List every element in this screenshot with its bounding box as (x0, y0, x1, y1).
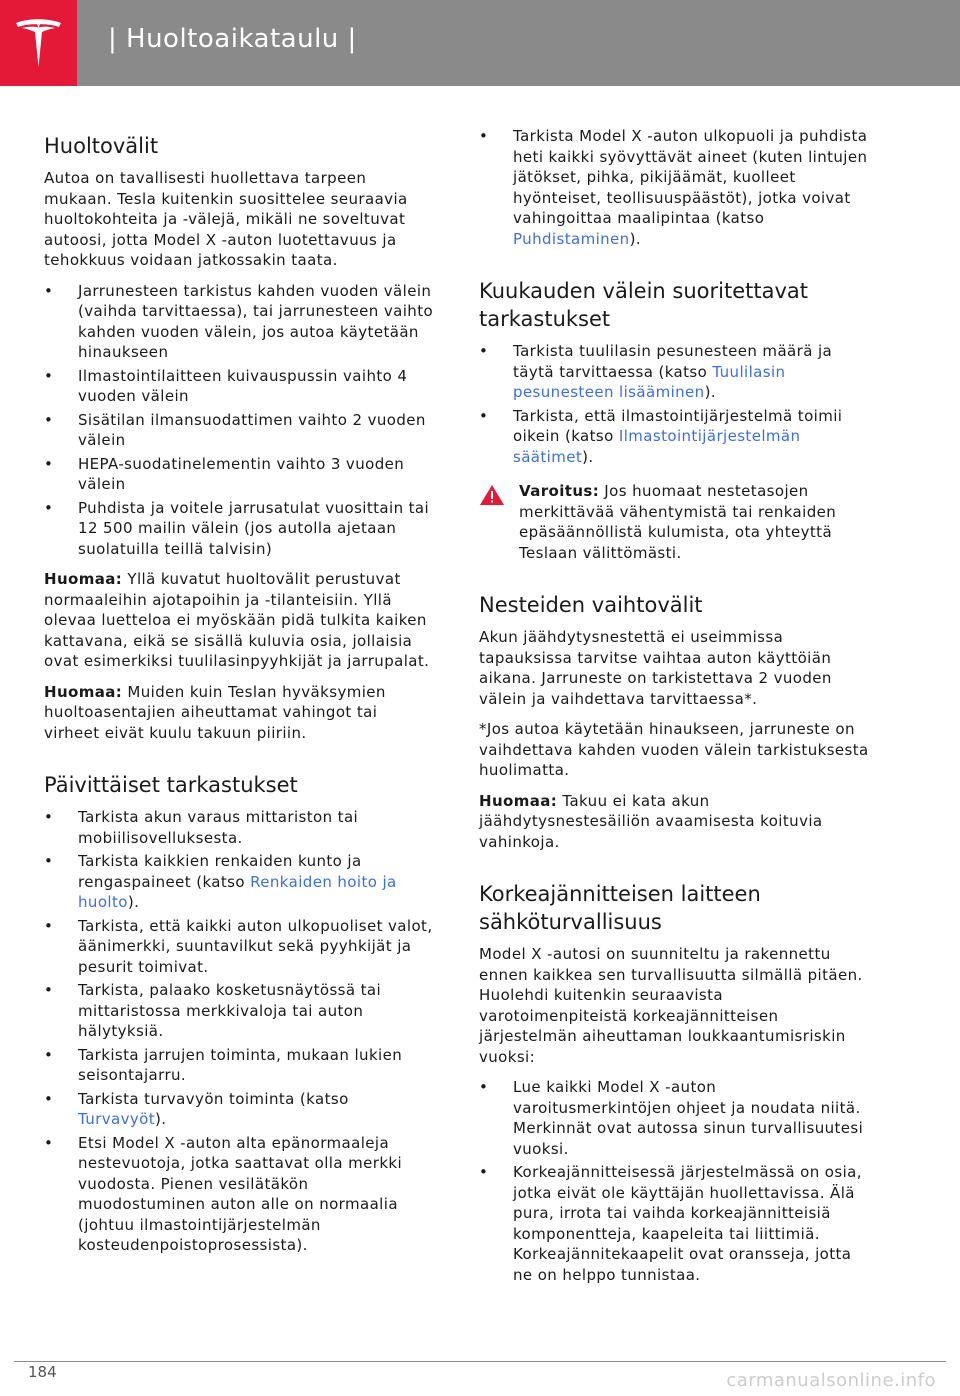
list-item: • Lue kaikki Model X -auton varoitusmerkintöjen ohjeet ja noudata niitä. Merkinnät ovat autossa sinun turvallisuutesi vuoksi. (479, 1078, 864, 1158)
bullet: • (44, 1045, 54, 1064)
list-item: • Tarkista, palaako kosketusnäytössä tai mittaristossa merkkivaloja tai auton hälytyksiä. (44, 981, 382, 1040)
warning-box (479, 481, 871, 563)
bullet: • (44, 498, 54, 517)
paragraph: Akun jäähdytysnestettä ei useimmissa tapauksissa tarvitse vaihtaa auton käyttöiän aikana. Jarruneste on tarkistettava 2 vuoden välein ja vaihdettava tarvittaessa*. (479, 628, 832, 708)
bullet: • (479, 127, 489, 145)
link-cleaning[interactable]: Puhdistaminen (513, 229, 630, 248)
section-title-high-voltage-safety: Korkeajännitteisen laitteen sähköturvallisuus (479, 882, 761, 934)
note-paragraph: Huomaa: Muiden kuin Teslan hyväksymien huoltoasentajien aiheuttamat vahingot tai virheet eivät kuulu takuun piiriin. (44, 682, 386, 742)
section-title-fluid-intervals: Nesteiden vaihtovälit (479, 593, 703, 617)
paragraph: Model X -autosi on suunniteltu ja rakennettu ennen kaikkea sen turvallisuutta silmällä pitäen. Huolehdi kuitenkin seuraavista varotoimenpiteistä korkeajännitteisen järjestelmän aiheuttaman loukkaantumisriskin vuoksi: (479, 945, 863, 1066)
warning-triangle-icon (479, 484, 505, 506)
warning-text: Varoitus: Jos huomaat nestetasojen merkittävää vähentymistä tai renkaiden epäsäännöllistä kulumista, ota yhteyttä Teslaan välittömästi. (519, 482, 837, 562)
link-seat-belts[interactable]: Turvavyöt (78, 1110, 156, 1128)
bullet: • (44, 410, 54, 429)
note-label: Huomaa: (479, 791, 558, 810)
left-column (44, 126, 436, 1266)
bullet: • (479, 1163, 489, 1181)
list-item: • Tarkista, että ilmastointijärjestelmä toimii oikein (katso Ilmastointijärjestelmän säätimet). (479, 406, 843, 466)
note-label: Huomaa: (44, 682, 123, 701)
bullet: • (44, 1133, 54, 1152)
high-voltage-list (479, 1077, 871, 1285)
tesla-logo-icon (12, 15, 65, 71)
list-item: • Tarkista, että kaikki auton ulkopuoliset valot, äänimerkki, suuntavilkut sekä pyyhkijät ja pesurit toimivat. (44, 916, 433, 976)
bullet: • (44, 916, 54, 935)
warning-label: Varoitus: (519, 482, 600, 500)
list-item: • HEPA-suodatinelementin vaihto 3 vuoden välein (44, 454, 405, 493)
note-paragraph: Huomaa: Yllä kuvatut huoltovälit perustuvat normaaleihin ajotapoihin ja -tilanteisiin. Yllä olevaa luetteloa ei myöskään pidä tulkita kaiken kattavana, eikä se sisällä kuluvia osia, jollaisia ovat esimerkiksi tuulilasinpyyhkijät ja jarrupalat. (44, 570, 430, 670)
link-washer-fluid[interactable]: Tuulilasin pesunesteen lisääminen (513, 362, 786, 401)
right-column (479, 126, 871, 1295)
list-item: • Tarkista akun varaus mittariston tai mobiilisovelluksesta. (44, 808, 359, 847)
section-title-monthly-checks: Kuukauden välein suoritettavat tarkastukset (479, 279, 809, 331)
list-item: • Korkeajännitteisessä järjestelmässä on osia, jotka eivät ole käyttäjän huollettavissa. Älä pura, irrota tai vaihda korkeajännitteisiä komponentteja, kaapeleita tai liittimiä. Korkeajännitekaapelit ovat oransseja, jotta ne on helppo tunnistaa. (479, 1163, 862, 1284)
page-number: 184 (28, 1363, 57, 1381)
list-item: • Tarkista kaikkien renkaiden kunto ja rengaspaineet (katso Renkaiden hoito ja huolto). (44, 852, 397, 911)
bullet: • (44, 454, 54, 473)
list-item: • Tarkista turvavyön toiminta (katso Turvavyöt). (44, 1089, 349, 1128)
logo-box (0, 0, 77, 86)
bullet: • (44, 1089, 54, 1108)
link-climate-controls[interactable]: Ilmastointijärjestelmän säätimet (513, 427, 801, 466)
daily-checks-list-continued (479, 126, 871, 249)
bullet: • (44, 808, 54, 826)
paragraph: *Jos autoa käytetään hinaukseen, jarruneste on vaihdettava kahden vuoden välein tarkistuksesta huolimatta. (479, 720, 869, 779)
bullet: • (44, 281, 54, 300)
bullet: • (479, 1078, 489, 1096)
list-item: • Tarkista Model X -auton ulkopuoli ja puhdista heti kaikki syövyttävät aineet (kuten lintujen jätökset, pihka, pikijäämät, kuolleet hyönteiset, teollisuuspäästöt), jotka voivat vahingoittaa maalipintaa (katso Puhdistaminen). (479, 127, 868, 248)
bullet: • (44, 366, 54, 385)
footer-divider (14, 1361, 946, 1362)
monthly-checks-list (479, 341, 871, 467)
link-tire-care[interactable]: Renkaiden hoito ja huolto (78, 872, 397, 911)
bullet: • (44, 981, 54, 999)
list-item: • Sisätilan ilmansuodattimen vaihto 2 vuoden välein (44, 410, 426, 449)
watermark: carmanualsonline.info (726, 1370, 936, 1391)
section-title-huoltovalit: Huoltovälit (44, 134, 159, 158)
note-label: Huomaa: (44, 570, 123, 588)
bullet: • (479, 406, 489, 425)
list-item: • Ilmastointilaitteen kuivauspussin vaihto 4 vuoden välein (44, 366, 408, 405)
page-header-title: | Huoltoaikataulu | (108, 24, 357, 54)
list-item: • Jarrunesteen tarkistus kahden vuoden välein (vaihda tarvittaessa), tai jarrunesteen vaihto kahden vuoden välein, jos autoa käytetään hinaukseen (44, 281, 434, 361)
intro-paragraph: Autoa on tavallisesti huollettava tarpeen mukaan. Tesla kuitenkin suosittelee seuraavia huoltokohteita ja -välejä, mikäli ne soveltuvat autoosi, jotta Model X -auton luotettavuus ja tehokkuus voidaan jatkossakin taata. (44, 169, 408, 269)
list-item: • Tarkista tuulilasin pesunesteen määrä ja täytä tarvittaessa (katso Tuulilasin pesunesteen lisääminen). (479, 342, 833, 401)
list-item: • Puhdista ja voitele jarrusatulat vuosittain tai 12 500 mailin välein (jos autolla ajetaan suolatuilla teillä talvisin) (44, 498, 430, 558)
list-item: • Etsi Model X -auton alta epänormaaleja nestevuotoja, jotka saattavat olla merkki vuodosta. Pienen vesilätäkön muodostuminen auton alle on normaalia (johtuu ilmastointijärjestelmän kosteudenpoistoprosessista). (44, 1133, 403, 1254)
note-paragraph: Huomaa: Takuu ei kata akun jäähdytysnestesäiliön avaamisesta koituvia vahinkoja. (479, 791, 823, 851)
bullet: • (479, 342, 489, 360)
list-item: • Tarkista jarrujen toiminta, mukaan lukien seisontajarru. (44, 1045, 403, 1084)
daily-checks-list (44, 807, 436, 1256)
section-title-daily-checks: Päivittäiset tarkastukset (44, 773, 298, 797)
page-header (0, 0, 960, 86)
maintenance-interval-list (44, 281, 436, 560)
bullet: • (44, 852, 54, 870)
